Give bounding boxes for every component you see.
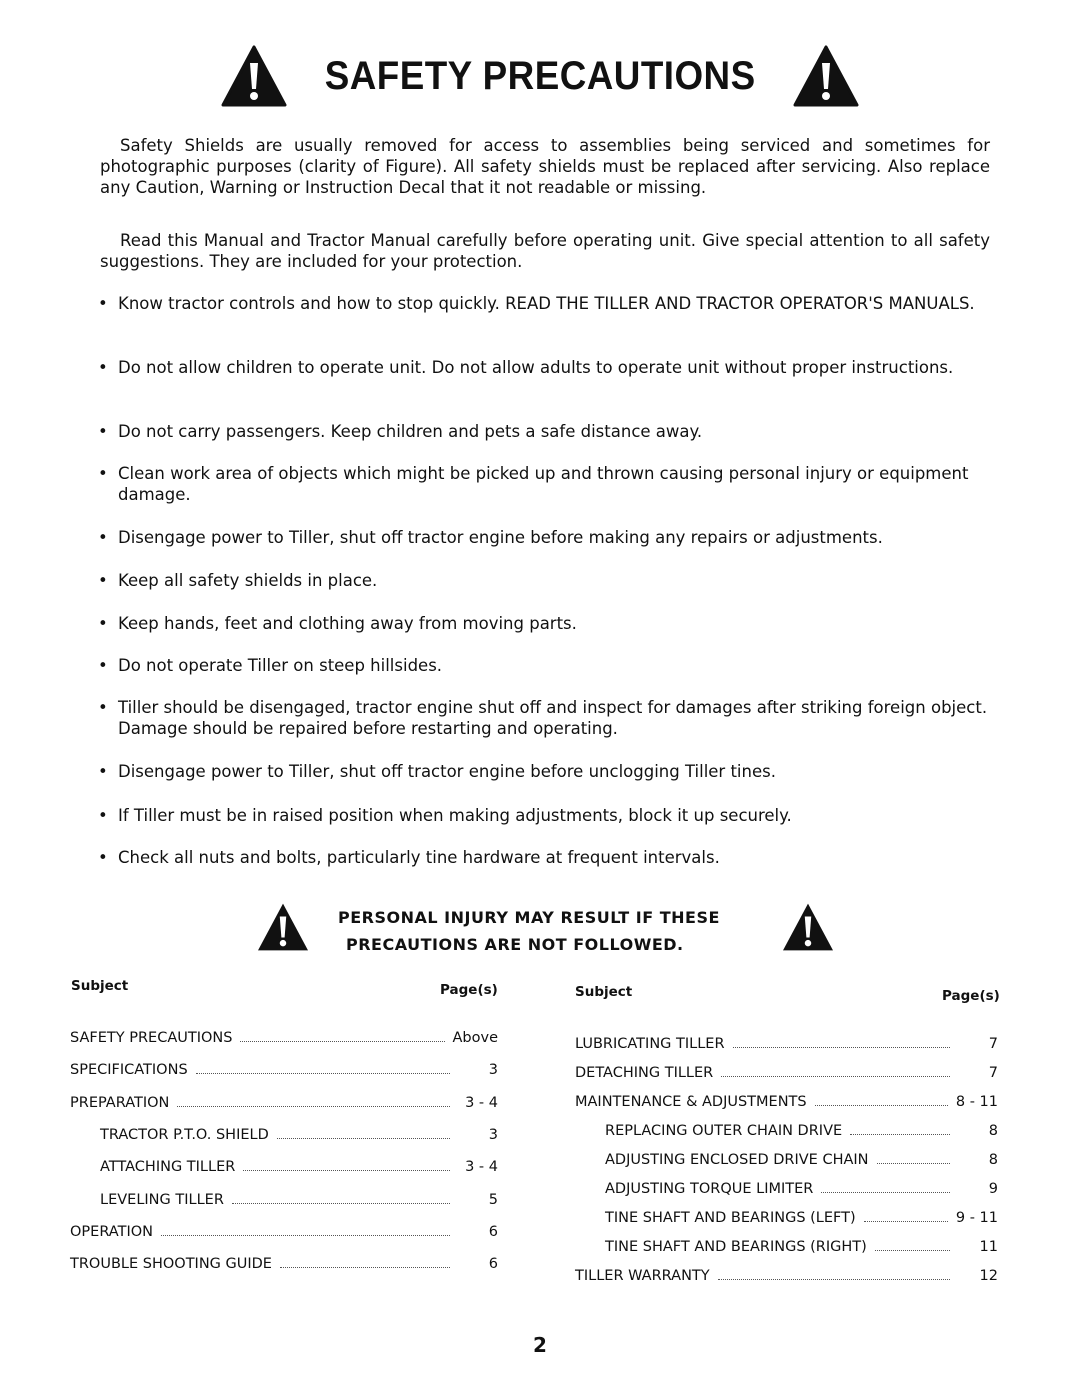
toc-pages-header: Page(s) — [942, 988, 1000, 1004]
dot-leader — [196, 1073, 450, 1074]
safety-rule-item — [98, 847, 1010, 868]
safety-rule-item — [98, 463, 1010, 505]
bullet-icon: • — [98, 614, 108, 633]
bullet-icon: • — [98, 698, 108, 717]
bullet-icon: • — [98, 464, 108, 483]
rule-text: Disengage power to Tiller, shut off tractor engine before making any repairs or adjustments. — [118, 528, 883, 547]
toc-entry-pages: 8 — [988, 1123, 998, 1139]
warning-triangle-icon — [221, 45, 287, 107]
toc-entry-label: TINE SHAFT AND BEARINGS (RIGHT) — [605, 1239, 867, 1255]
toc-entry[interactable] — [100, 1159, 498, 1175]
toc-entry-label: PREPARATION — [70, 1094, 170, 1111]
toc-entry-pages: 5 — [488, 1191, 498, 1208]
dot-leader — [718, 1279, 950, 1280]
toc-entry-label: TRACTOR P.T.O. SHIELD — [100, 1126, 269, 1143]
toc-entry[interactable] — [575, 1065, 998, 1081]
bullet-icon: • — [98, 762, 108, 781]
toc-subject-header: Subject — [71, 978, 129, 994]
toc-entry[interactable] — [605, 1210, 998, 1226]
toc-entry-label: MAINTENANCE & ADJUSTMENTS — [575, 1094, 807, 1110]
toc-entry-pages: 3 — [488, 1062, 498, 1079]
toc-entry-pages: 11 — [979, 1239, 998, 1255]
toc-entry-pages: 8 - 11 — [955, 1094, 998, 1110]
toc-entry-label: TROUBLE SHOOTING GUIDE — [70, 1256, 272, 1273]
toc-entry[interactable] — [70, 1062, 498, 1078]
toc-entry-label: REPLACING OUTER CHAIN DRIVE — [605, 1123, 843, 1139]
safety-rule-item — [98, 655, 1010, 676]
rule-text: Do not allow children to operate unit. Do not allow adults to operate unit without proper instructions. — [118, 358, 954, 377]
dot-leader — [721, 1076, 950, 1077]
rule-text: Check all nuts and bolts, particularly tine hardware at frequent intervals. — [118, 848, 720, 867]
toc-entry[interactable] — [605, 1181, 998, 1197]
dot-leader — [815, 1105, 948, 1106]
dot-leader — [821, 1192, 950, 1193]
toc-entry[interactable] — [605, 1152, 998, 1168]
toc-entry-pages: 3 — [488, 1126, 498, 1143]
safety-rule-item — [98, 421, 1010, 442]
notice-text — [338, 904, 720, 958]
dot-leader — [240, 1041, 444, 1042]
dot-leader — [232, 1203, 450, 1204]
safety-rule-item — [98, 570, 1010, 591]
toc-entry-pages: 12 — [979, 1268, 998, 1284]
rule-text: Disengage power to Tiller, shut off tractor engine before unclogging Tiller tines. — [118, 762, 776, 781]
notice-line: PERSONAL INJURY MAY RESULT IF THESE — [338, 908, 720, 927]
notice-line: PRECAUTIONS ARE NOT FOLLOWED. — [346, 935, 684, 954]
toc-entry-label: OPERATION — [70, 1223, 153, 1240]
toc-entry-label: SAFETY PRECAUTIONS — [70, 1030, 233, 1046]
injury-notice — [255, 900, 855, 955]
toc-entry[interactable] — [605, 1239, 998, 1255]
toc-entry-pages: 8 — [988, 1152, 998, 1168]
warning-triangle-icon — [255, 902, 311, 952]
page-number: 2 — [533, 1333, 547, 1357]
bullet-icon: • — [98, 848, 108, 867]
toc-entry-label: TINE SHAFT AND BEARINGS (LEFT) — [605, 1210, 856, 1226]
rule-text: Tiller should be disengaged, tractor engine shut off and inspect for damages after striking foreign object. Damage should be repaired before restarting and operating. — [118, 698, 988, 738]
dot-leader — [864, 1221, 948, 1222]
bullet-icon: • — [98, 806, 108, 825]
rule-text: Keep hands, feet and clothing away from moving parts. — [118, 614, 577, 633]
toc-entry[interactable] — [575, 1268, 998, 1284]
toc-entry-label: SPECIFICATIONS — [70, 1062, 188, 1079]
toc-entry-label: ADJUSTING TORQUE LIMITER — [605, 1181, 814, 1197]
toc-entry-label: LUBRICATING TILLER — [575, 1036, 725, 1052]
toc-entry[interactable] — [70, 1224, 498, 1240]
bullet-icon: • — [98, 358, 108, 377]
dot-leader — [875, 1250, 950, 1251]
toc-entry[interactable] — [100, 1127, 498, 1143]
toc-entry-pages: 3 - 4 — [465, 1159, 498, 1176]
safety-rule-item — [98, 697, 1010, 739]
bullet-icon: • — [98, 656, 108, 675]
dot-leader — [877, 1163, 950, 1164]
bullet-icon: • — [98, 571, 108, 590]
dot-leader — [177, 1106, 450, 1107]
dot-leader — [161, 1235, 450, 1236]
dot-leader — [280, 1267, 450, 1268]
safety-rule-item — [98, 761, 1010, 782]
safety-rule-item — [98, 527, 1010, 548]
page-header — [0, 45, 1080, 107]
table-of-contents — [0, 978, 1080, 1298]
toc-subject-header: Subject — [575, 984, 633, 1000]
bullet-icon: • — [98, 528, 108, 547]
page-title: SAFETY PRECAUTIONS — [324, 53, 756, 98]
dot-leader — [850, 1134, 950, 1135]
toc-entry[interactable] — [575, 1094, 998, 1110]
rule-text: Clean work area of objects which might be picked up and thrown causing personal injury or equipment damage. — [118, 464, 969, 504]
rule-text: If Tiller must be in raised position when making adjustments, block it up securely. — [118, 806, 792, 825]
bullet-icon: • — [98, 294, 108, 313]
bullet-icon: • — [98, 422, 108, 441]
intro-paragraph — [100, 135, 990, 198]
dot-leader — [277, 1138, 450, 1139]
toc-entry-label: TILLER WARRANTY — [575, 1268, 710, 1284]
toc-pages-header: Page(s) — [440, 982, 498, 998]
dot-leader — [243, 1170, 450, 1171]
rule-text: Keep all safety shields in place. — [118, 571, 378, 590]
paragraph-text: Safety Shields are usually removed for access to assemblies being serviced and sometimes for photographic purposes (clarity of Figure). All safety shields must be replaced after servicing. Also replace any Caution, Warning or Instruction Decal that it not readable or missing. — [100, 136, 990, 197]
rule-text: Do not operate Tiller on steep hillsides. — [118, 656, 443, 675]
toc-entry-label: LEVELING TILLER — [100, 1191, 224, 1208]
intro-paragraph — [100, 230, 990, 272]
safety-rule-item — [98, 805, 1010, 826]
safety-rule-item — [98, 357, 1010, 378]
toc-entry-pages: 3 - 4 — [465, 1094, 498, 1111]
toc-entry-pages: Above — [452, 1030, 498, 1046]
toc-entry-label: DETACHING TILLER — [575, 1065, 714, 1081]
toc-entry[interactable] — [575, 1036, 998, 1052]
warning-triangle-icon — [780, 902, 836, 952]
toc-entry[interactable] — [70, 1256, 498, 1272]
toc-entry[interactable] — [70, 1095, 498, 1111]
rule-text: Do not carry passengers. Keep children and pets a safe distance away. — [118, 422, 703, 441]
toc-entry-pages: 9 - 11 — [955, 1210, 998, 1226]
toc-entry[interactable] — [70, 1030, 498, 1046]
toc-entry-label: ADJUSTING ENCLOSED DRIVE CHAIN — [605, 1152, 869, 1168]
toc-entry-label: ATTACHING TILLER — [100, 1159, 236, 1176]
toc-entry-pages: 7 — [988, 1065, 998, 1081]
rule-text: Know tractor controls and how to stop quickly. READ THE TILLER AND TRACTOR OPERATOR'S MANUALS. — [118, 294, 975, 313]
dot-leader — [733, 1047, 950, 1048]
toc-entry-pages: 6 — [488, 1256, 498, 1273]
toc-entry[interactable] — [100, 1192, 498, 1208]
toc-entry[interactable] — [605, 1123, 998, 1139]
paragraph-text: Read this Manual and Tractor Manual carefully before operating unit. Give special attention to all safety suggestions. They are included for your protection. — [100, 231, 990, 271]
warning-triangle-icon — [793, 45, 859, 107]
toc-entry-pages: 6 — [488, 1223, 498, 1240]
safety-rule-item — [98, 613, 1010, 634]
safety-rule-item — [98, 293, 1010, 314]
toc-entry-pages: 9 — [988, 1181, 998, 1197]
toc-entry-pages: 7 — [988, 1036, 998, 1052]
